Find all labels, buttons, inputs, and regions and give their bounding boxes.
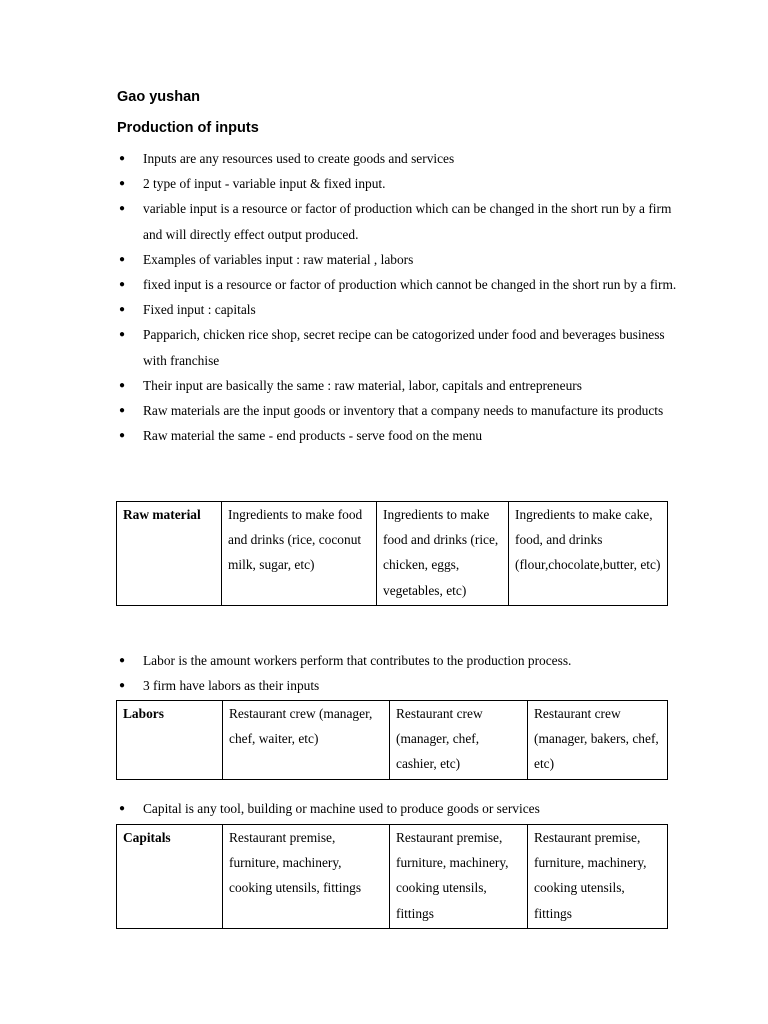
table-cell: Restaurant crew (manager, chef, waiter, etc): [223, 701, 390, 780]
table-cell: Restaurant premise, furniture, machinery, cooking utensils, fittings: [223, 825, 390, 929]
bullet-icon: ●: [118, 279, 126, 291]
list-item: ● Examples of variables input : raw material , labors: [117, 247, 677, 272]
list-item: ● fixed input is a resource or factor of production which cannot be changed in the short run by a firm.: [117, 272, 677, 297]
list-item: ● Capital is any tool, building or machine used to produce goods or services: [117, 796, 677, 821]
list-item: ● Labor is the amount workers perform that contributes to the production process.: [117, 648, 677, 673]
capitals-table: [116, 824, 668, 929]
list-item: ● Raw materials are the input goods or inventory that a company needs to manufacture its products: [117, 398, 677, 423]
bullet-icon: ●: [118, 680, 126, 692]
table-cell: Ingredients to make food and drinks (rice, chicken, eggs, vegetables, etc): [377, 502, 509, 606]
list-item: ● Inputs are any resources used to create goods and services: [117, 146, 677, 171]
list-item: ● 2 type of input - variable input & fixed input.: [117, 171, 677, 196]
table-cell: Restaurant premise, furniture, machinery, cooking utensils, fittings: [390, 825, 528, 929]
bullet-icon: ●: [118, 329, 126, 341]
list-item: ● 3 firm have labors as their inputs: [117, 673, 677, 698]
table-cell: Ingredients to make cake, food, and drinks (flour,chocolate,butter, etc): [509, 502, 668, 606]
list-item: ● Fixed input : capitals: [117, 297, 677, 322]
bullet-icon: ●: [118, 153, 126, 164]
bullet-icon: ●: [118, 304, 126, 316]
row-header: Raw material: [117, 502, 222, 606]
bullet-icon: ●: [118, 178, 126, 190]
bullet-icon: ●: [118, 253, 126, 265]
table-cell: Restaurant crew (manager, chef, cashier, etc): [390, 701, 528, 780]
list-item: ● variable input is a resource or factor of production which can be changed in the short run by a firm and will directly effect output produced.: [117, 196, 677, 246]
bullet-icon: ●: [118, 803, 126, 814]
table-row: [117, 825, 668, 929]
table-cell: Ingredients to make food and drinks (rice, coconut milk, sugar, etc): [222, 502, 377, 606]
table-cell: Restaurant premise, furniture, machinery, cooking utensils, fittings: [528, 825, 668, 929]
list-item: ● Their input are basically the same : raw material, labor, capitals and entrepreneurs: [117, 373, 677, 398]
row-header: Labors: [117, 701, 223, 780]
table-row: [117, 701, 668, 780]
author-name: Gao yushan: [117, 89, 200, 105]
bullet-icon: ●: [118, 379, 126, 391]
raw-material-table: [116, 501, 668, 606]
bullet-list-inputs: [117, 146, 677, 448]
bullet-icon: ●: [118, 655, 126, 666]
labors-table: [116, 700, 668, 780]
bullet-icon: ●: [118, 430, 126, 442]
table-row: [117, 502, 668, 606]
bullet-icon: ●: [118, 405, 126, 417]
bullet-icon: ●: [118, 203, 126, 215]
bullet-list-labor: [117, 648, 677, 698]
section-heading: Production of inputs: [117, 120, 259, 136]
table-cell: Restaurant crew (manager, bakers, chef, etc): [528, 701, 668, 780]
list-item: ● Papparich, chicken rice shop, secret recipe can be catogorized under food and beverages business with franchise: [117, 322, 677, 372]
row-header: Capitals: [117, 825, 223, 929]
list-item: ● Raw material the same - end products - serve food on the menu: [117, 423, 677, 448]
bullet-list-capital: [117, 796, 677, 821]
